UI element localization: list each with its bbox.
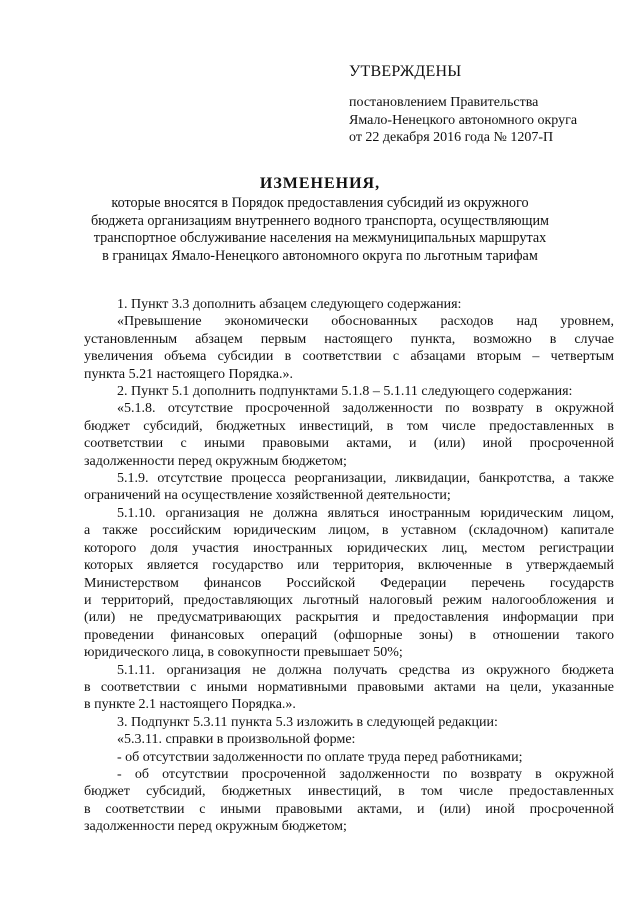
title-line: которые вносятся в Порядок предоставления субсидий из окружного: [111, 195, 529, 211]
paragraph-line: (или) не предусматривающих раскрытия и предоставления информации при: [84, 610, 614, 626]
paragraph-line: которых является государство или территория, включенные в утверждаемый: [84, 558, 614, 574]
paragraph-line: 5.1.9. отсутствие процесса реорганизации, ликвидации, банкротства, а также: [117, 471, 614, 487]
paragraph-line: 1. Пункт 3.3 дополнить абзацем следующего содержания:: [117, 297, 462, 312]
body-paragraph: [84, 714, 614, 731]
paragraph-line: задолженности перед окружным бюджетом;: [84, 453, 347, 469]
paragraph-line: в пункте 2.1 настоящего Порядка.».: [84, 697, 296, 713]
paragraph-line: «5.1.8. отсутствие просроченной задолженности по возврату в окружной: [117, 401, 614, 417]
paragraph-line: 5.1.10. организация не должна являться иностранным юридическим лицом,: [117, 505, 614, 521]
paragraph-line: проведении финансовых операций (офшорные зоны) в отношении такого: [84, 627, 614, 643]
paragraph-line: и территорий, предоставляющих льготный налоговый режим налогообложения и: [84, 592, 614, 608]
body-paragraph: [84, 505, 614, 662]
title-line: бюджета организациям внутреннего водного транспорта, осуществляющим: [90, 212, 550, 229]
body-paragraph: [84, 749, 614, 766]
paragraph-line: 3. Подпункт 5.3.11 пункта 5.3 изложить в следующей редакции:: [117, 714, 498, 730]
paragraph-line: в соответствии с иными нормативными правовыми актами на цели, указанные: [84, 679, 614, 695]
paragraph-line: соответствии с иными правовыми актами, и (или) иной просроченной: [84, 436, 614, 452]
approval-heading: УТВЕРЖДЕНЫ: [349, 63, 462, 80]
paragraph-line: задолженности перед окружным бюджетом;: [84, 819, 347, 835]
document-title: [0, 175, 640, 265]
body-paragraph: [84, 383, 614, 400]
paragraph-line: бюджет субсидий, бюджетных инвестиций, в том числе предоставленных: [84, 784, 614, 800]
paragraph-line: пункта 5.21 настоящего Порядка.».: [84, 366, 293, 382]
approval-line: от 22 декабря 2016 года № 1207-П: [349, 130, 554, 145]
paragraph-line: увеличения объема субсидии в соответствии с абзацами вторым – четвертым: [84, 349, 614, 365]
paragraph-line: бюджет субсидий, бюджетных инвестиций, в том числе предоставленных в: [84, 418, 614, 434]
paragraph-line: юридического лица, в совокупности превышает 50%;: [84, 645, 403, 661]
title-heading: ИЗМЕНЕНИЯ,: [259, 175, 381, 192]
document-body: [84, 296, 614, 836]
paragraph-line: установленным абзацем первым настоящего пункта, возможно в случае: [84, 331, 614, 347]
body-paragraph: [84, 731, 614, 748]
title-line: транспортное обслуживание населения на межмуниципальных маршрутах: [93, 230, 547, 246]
title-line: в границах Ямало-Ненецкого автономного округа по льготным тарифам: [102, 247, 538, 264]
paragraph-line: а также российским юридическим лицом, в уставном (складочном) капитале: [84, 523, 614, 539]
paragraph-line: Министерством финансов Российской Федерации перечень государств: [84, 575, 614, 591]
paragraph-line: «5.3.11. справки в произвольной форме:: [117, 732, 356, 748]
approval-block: [349, 63, 609, 147]
paragraph-line: 5.1.11. организация не должна получать средства из окружного бюджета: [117, 662, 614, 678]
body-paragraph: [84, 766, 614, 836]
body-paragraph: [84, 662, 614, 714]
paragraph-line: - об отсутствии просроченной задолженности по возврату в окружной: [117, 766, 614, 782]
approval-line: Ямало-Ненецкого автономного округа: [349, 112, 578, 128]
approval-line: постановлением Правительства: [349, 95, 539, 110]
paragraph-line: которого доля участия иностранных юридических лиц, местом регистрации: [84, 540, 614, 556]
body-paragraph: [84, 313, 614, 383]
paragraph-line: ограничений на осуществление хозяйственной деятельности;: [84, 488, 451, 504]
body-paragraph: [84, 400, 614, 470]
paragraph-line: - об отсутствии задолженности по оплате труда перед работниками;: [117, 749, 523, 765]
paragraph-line: в соответствии с иными правовыми актами, и (или) иной просроченной: [84, 801, 614, 817]
body-paragraph: [84, 470, 614, 505]
paragraph-line: «Превышение экономически обоснованных расходов над уровнем,: [117, 314, 614, 330]
body-paragraph: [84, 296, 614, 313]
paragraph-line: 2. Пункт 5.1 дополнить подпунктами 5.1.8 – 5.1.11 следующего содержания:: [117, 384, 573, 400]
